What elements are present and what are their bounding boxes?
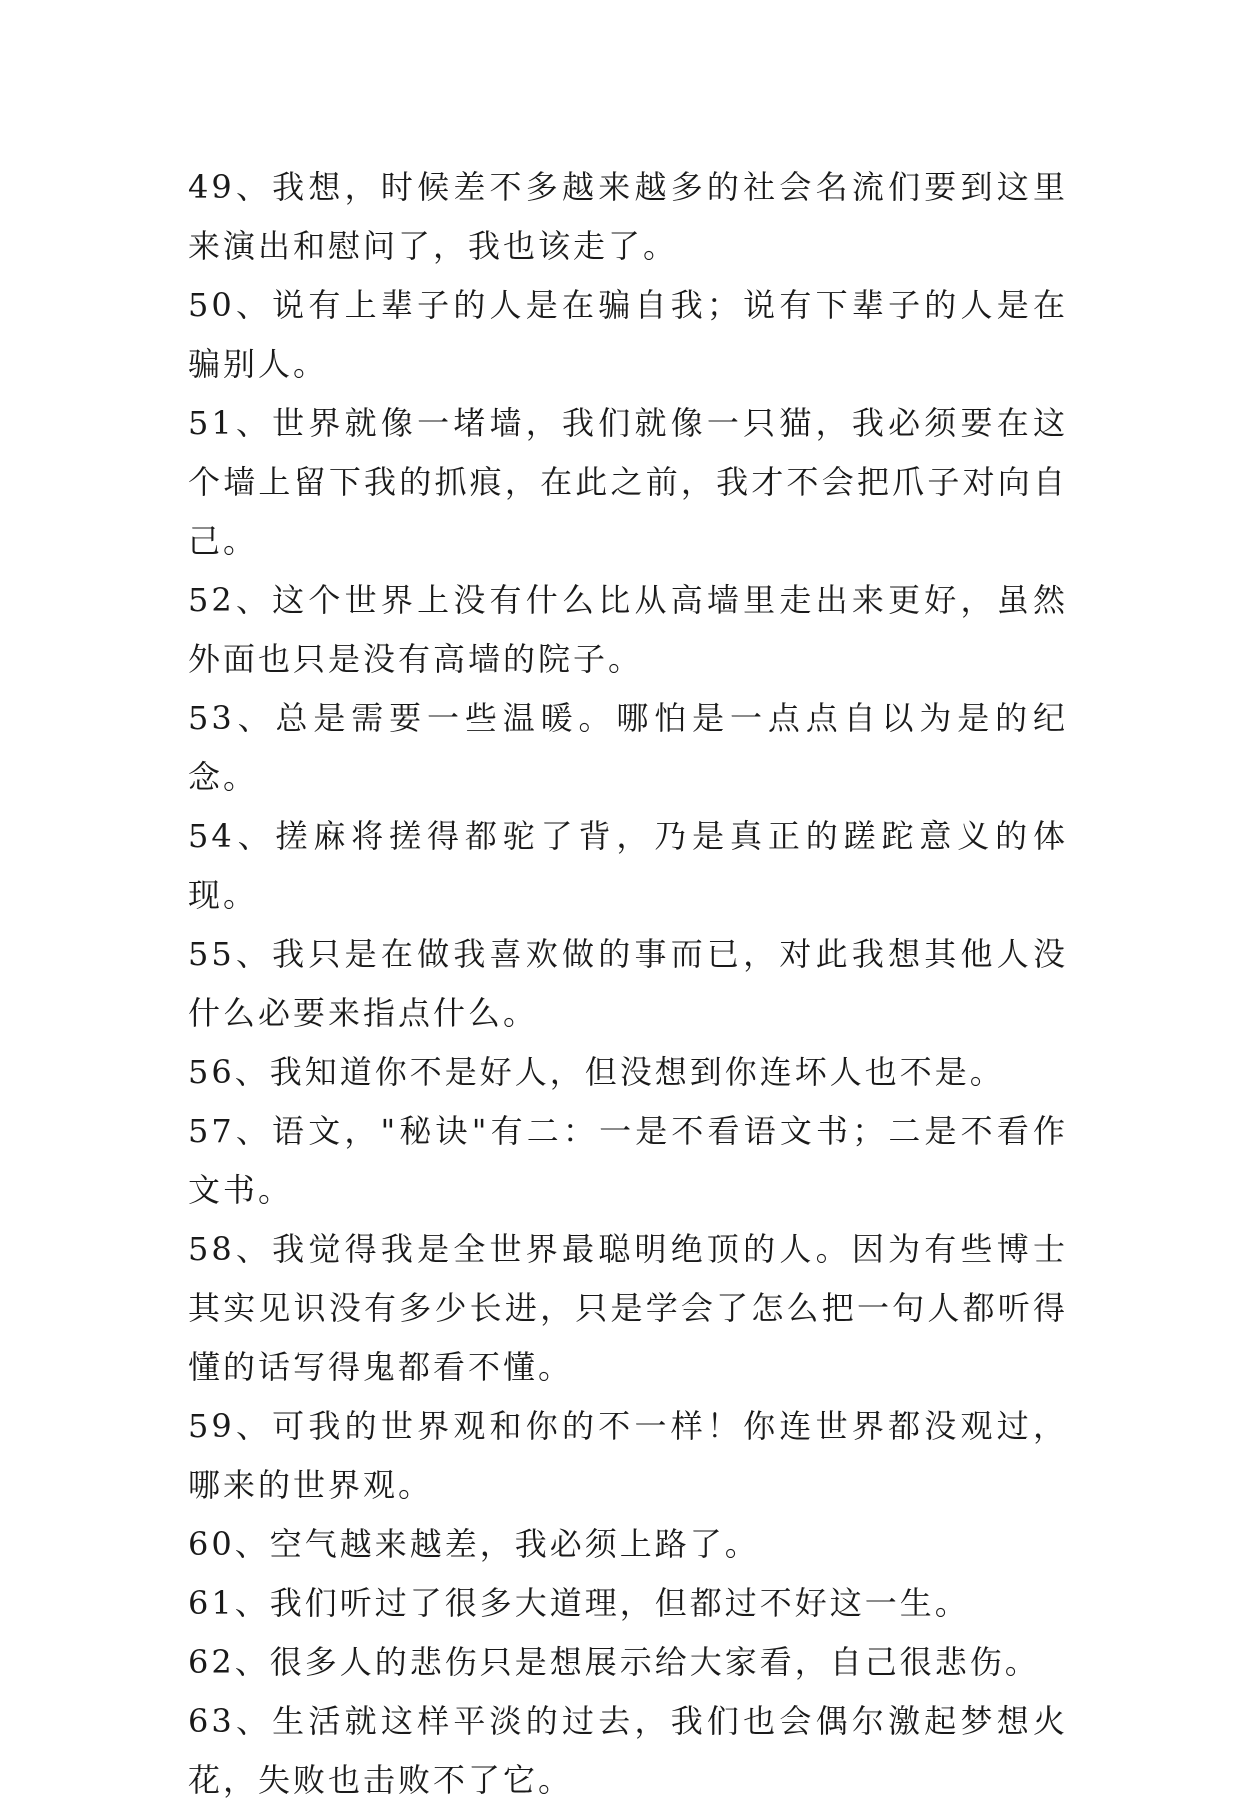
quote-item-58: 58、我觉得我是全世界最聪明绝顶的人。因为有些博士其实见识没有多少长进，只是学会了怎么把一句人都听得懂的话写得鬼都看不懂。 [188,1230,1068,1386]
quote-item-55: 55、我只是在做我喜欢做的事而已，对此我想其他人没什么必要来指点什么。 [188,935,1068,1032]
quote-item-56: 56、我知道你不是好人，但没想到你连坏人也不是。 [188,1053,1005,1091]
quote-item-62: 62、很多人的悲伤只是想展示给大家看，自己很悲伤。 [188,1643,1040,1681]
quote-item-57: 57、语文，"秘诀"有二：一是不看语文书；二是不看作文书。 [188,1112,1068,1209]
quote-item-51: 51、世界就像一堵墙，我们就像一只猫，我必须要在这个墙上留下我的抓痕，在此之前，我才不会把爪子对向自己。 [188,404,1068,560]
quote-item-59: 59、可我的世界观和你的不一样！你连世界都没观过，哪来的世界观。 [188,1407,1068,1504]
quote-item-49: 49、我想，时候差不多越来越多的社会名流们要到这里来演出和慰问了，我也该走了。 [188,168,1068,265]
quote-item-61: 61、我们听过了很多大道理，但都过不好这一生。 [188,1584,970,1622]
quote-item-52: 52、这个世界上没有什么比从高墙里走出来更好，虽然外面也只是没有高墙的院子。 [188,581,1068,678]
quote-item-50: 50、说有上辈子的人是在骗自我；说有下辈子的人是在骗别人。 [188,286,1068,383]
quote-item-54: 54、搓麻将搓得都驼了背，乃是真正的蹉跎意义的体现。 [188,817,1068,914]
quote-item-63: 63、生活就这样平淡的过去，我们也会偶尔激起梦想火花，失败也击败不了它。 [188,1702,1068,1799]
quote-list [188,158,1068,1810]
quote-item-60: 60、空气越来越差，我必须上路了。 [188,1525,760,1563]
quote-item-53: 53、总是需要一些温暖。哪怕是一点点自以为是的纪念。 [188,699,1068,796]
